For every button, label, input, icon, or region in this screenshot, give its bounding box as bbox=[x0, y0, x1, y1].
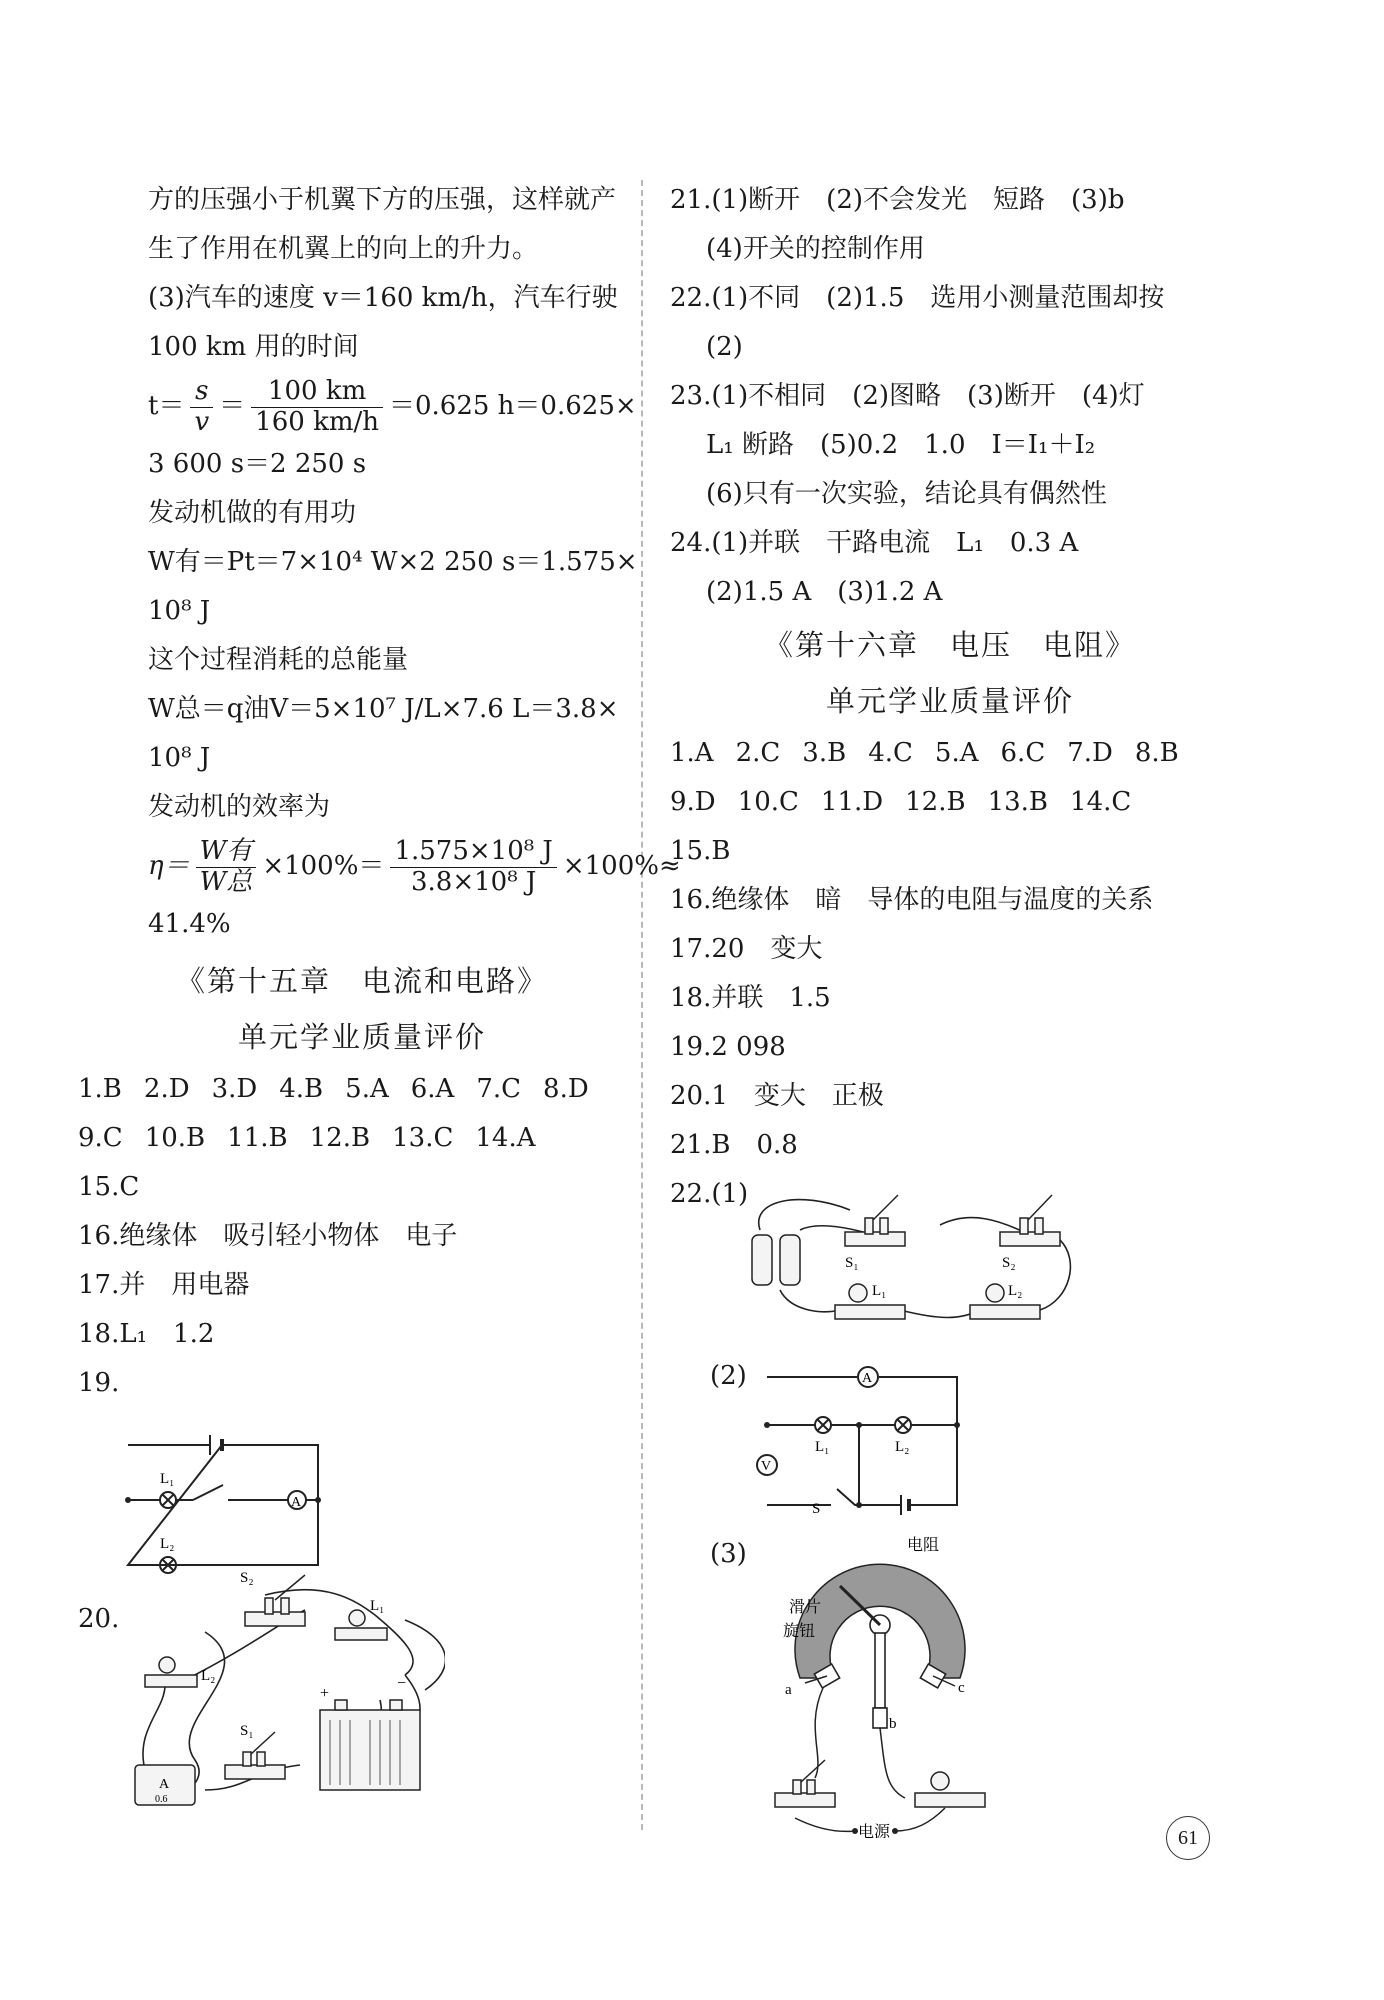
formula-text: η＝ bbox=[148, 851, 190, 881]
answer-text: 22.(1)不同 (2)1.5 选用小测量范围却按 bbox=[670, 283, 1165, 313]
mcq-item: 1.A bbox=[670, 738, 714, 768]
answer-text: 生了作用在机翼上的向上的升力。 bbox=[148, 234, 539, 264]
battery-plus: + bbox=[320, 1685, 330, 1702]
physical-circuit-22-1 bbox=[740, 1180, 1080, 1330]
chapter-title: 《第十五章 电流和电路》 bbox=[175, 964, 548, 998]
label-s2: S₂ bbox=[1002, 1255, 1016, 1271]
mcq-answers bbox=[78, 1114, 612, 1163]
answer-text: 发动机做的有用功 bbox=[148, 498, 357, 528]
mcq-item: 3.B bbox=[802, 738, 847, 768]
mcq-item: 13.B bbox=[987, 787, 1049, 817]
mcq-item: 12.B bbox=[309, 1123, 371, 1153]
mcq-item: 4.B bbox=[279, 1074, 324, 1104]
label-l1: L₁ bbox=[160, 1471, 175, 1487]
mcq-item: 9.D bbox=[670, 787, 716, 817]
numerator: s bbox=[190, 377, 213, 408]
answer-text: 方的压强小于机翼下方的压强，这样就产 bbox=[148, 185, 617, 215]
answer-text: 19.2 098 bbox=[670, 1032, 786, 1062]
answer-text: 15.C bbox=[78, 1172, 140, 1202]
numerator: W有 bbox=[196, 837, 257, 868]
mcq-item: 9.C bbox=[78, 1123, 123, 1153]
answer-text: 17.并 用电器 bbox=[78, 1270, 250, 1300]
label-s2: S₂ bbox=[240, 1570, 254, 1586]
mcq-answers bbox=[670, 729, 1230, 778]
answer-text: 22.(1) bbox=[670, 1179, 749, 1209]
voltmeter-label: V bbox=[761, 1459, 772, 1474]
answer-text: 21.(1)断开 (2)不会发光 短路 (3)b bbox=[670, 185, 1125, 215]
label-power-source: 电源 bbox=[858, 1824, 891, 1838]
answer-text: 10⁸ J bbox=[148, 596, 211, 626]
ammeter-label: A bbox=[862, 1371, 873, 1386]
answer-text: (2) bbox=[710, 1361, 747, 1391]
fraction bbox=[251, 377, 383, 438]
efficiency-formula bbox=[112, 832, 681, 900]
chapter-title: 《第十六章 电压 电阻》 bbox=[763, 628, 1136, 662]
answer-text: 18.L₁ 1.2 bbox=[78, 1319, 215, 1349]
answer-text: 这个过程消耗的总能量 bbox=[148, 645, 409, 675]
label-l2: L₂ bbox=[1008, 1283, 1023, 1299]
label-l1: L₁ bbox=[815, 1439, 830, 1455]
terminal-a: a bbox=[785, 1682, 792, 1698]
mcq-item: 11.B bbox=[227, 1123, 288, 1153]
mcq-item: 1.B bbox=[78, 1074, 122, 1104]
answer-text: (2) bbox=[706, 332, 743, 362]
mcq-item: 7.C bbox=[476, 1074, 522, 1104]
answer-text: 21.B 0.8 bbox=[670, 1130, 798, 1160]
answer-text: 15.B bbox=[670, 836, 731, 866]
chapter-subtitle: 单元学业质量评价 bbox=[237, 1020, 486, 1054]
answer-text: 41.4% bbox=[148, 909, 231, 939]
answer-text: 发动机的效率为 bbox=[148, 792, 331, 822]
mcq-item: 4.C bbox=[868, 738, 913, 768]
answer-text: (4)开关的控制作用 bbox=[706, 234, 925, 264]
answer-text: 18.并联 1.5 bbox=[670, 983, 831, 1013]
time-formula: t＝ $\frac{s}{v}$ ＝ $\frac{100 km}{160 km/h}$ ＝0.625 h＝0.625× bbox=[148, 375, 637, 437]
column-divider bbox=[641, 180, 643, 1830]
mcq-item: 10.C bbox=[737, 787, 799, 817]
answer-text: 24.(1)并联 干路电流 L₁ 0.3 A bbox=[670, 528, 1079, 558]
ammeter-label: A bbox=[159, 1777, 170, 1792]
mcq-item: 2.D bbox=[143, 1074, 190, 1104]
label-l1: L₁ bbox=[370, 1598, 385, 1614]
ammeter-label: A bbox=[291, 1495, 302, 1510]
mcq-item: 6.C bbox=[1000, 738, 1046, 768]
denominator: v bbox=[194, 406, 210, 437]
denominator: 160 km/h bbox=[255, 406, 379, 437]
mcq-item: 13.C bbox=[392, 1123, 454, 1153]
mcq-item: 14.A bbox=[475, 1123, 536, 1153]
label-l1: L₁ bbox=[872, 1283, 887, 1299]
answer-text: (3) bbox=[710, 1539, 747, 1569]
mcq-item: 5.A bbox=[345, 1074, 389, 1104]
label-resistor: 电阻 bbox=[907, 1537, 940, 1554]
mcq-item: 11.D bbox=[820, 787, 884, 817]
mcq-item: 6.A bbox=[410, 1074, 455, 1104]
answer-text: 3 600 s＝2 250 s bbox=[148, 449, 367, 479]
label-s1: S₁ bbox=[845, 1255, 859, 1271]
label-s1: S₁ bbox=[240, 1723, 254, 1739]
mcq-item: 7.D bbox=[1067, 738, 1113, 768]
mcq-item: 12.B bbox=[905, 787, 966, 817]
answer-text: 19. bbox=[78, 1368, 120, 1398]
terminal-c: c bbox=[958, 1680, 965, 1696]
answer-text: 100 km 用的时间 bbox=[148, 332, 359, 362]
rheostat-diagram-22-3 bbox=[755, 1528, 995, 1838]
label-l2: L₂ bbox=[201, 1668, 216, 1684]
mcq-answers bbox=[670, 778, 1230, 827]
answer-text: 16.绝缘体 暗 导体的电阻与温度的关系 bbox=[670, 885, 1154, 915]
label-knob: 旋钮 bbox=[783, 1623, 816, 1640]
fraction bbox=[390, 837, 556, 898]
right-column bbox=[670, 176, 1230, 1219]
answer-text: (2)1.5 A (3)1.2 A bbox=[706, 577, 943, 607]
circuit-diagram-19 bbox=[118, 1425, 338, 1575]
answer-text: 10⁸ J bbox=[148, 743, 211, 773]
answer-text: W总＝q油V＝5×10⁷ J/L×7.6 L＝3.8× bbox=[148, 694, 619, 724]
answer-text: 20.1 变大 正极 bbox=[670, 1081, 884, 1111]
left-column bbox=[78, 176, 681, 1408]
answer-text: 20. bbox=[78, 1604, 120, 1634]
answer-text: 16.绝缘体 吸引轻小物体 电子 bbox=[78, 1221, 458, 1251]
answer-text: 17.20 变大 bbox=[670, 934, 823, 964]
denominator: W总 bbox=[199, 866, 253, 897]
numerator: 1.575×10⁸ J bbox=[390, 837, 556, 868]
formula-text: t＝ bbox=[148, 391, 185, 421]
label-l2: L₂ bbox=[160, 1536, 175, 1552]
mcq-item: 10.B bbox=[144, 1123, 206, 1153]
mcq-item: 3.D bbox=[211, 1074, 258, 1104]
formula-text: ＝0.625 h＝0.625× bbox=[388, 391, 637, 421]
mcq-item: 14.C bbox=[1070, 787, 1132, 817]
formula-text: ×100%≈ bbox=[562, 851, 681, 881]
circuit-diagram-22-2 bbox=[755, 1365, 970, 1515]
formula-text: ×100%＝ bbox=[262, 851, 385, 881]
label-l2: L₂ bbox=[895, 1439, 910, 1455]
fraction bbox=[190, 377, 213, 438]
ammeter-scale: 0.6 bbox=[155, 1794, 168, 1805]
mcq-item: 5.A bbox=[934, 738, 979, 768]
fraction bbox=[196, 837, 257, 898]
mcq-item: 2.C bbox=[735, 738, 781, 768]
mcq-item: 8.D bbox=[543, 1074, 589, 1104]
chapter-subtitle: 单元学业质量评价 bbox=[825, 684, 1074, 718]
terminal-b: b bbox=[889, 1716, 897, 1732]
battery-minus: − bbox=[397, 1675, 407, 1692]
answer-text: (3)汽车的速度 v＝160 km/h，汽车行驶 bbox=[148, 283, 618, 313]
answer-text: W有＝Pt＝7×10⁴ W×2 250 s＝1.575× bbox=[148, 547, 638, 577]
answer-text: L₁ 断路 (5)0.2 1.0 I＝I₁＋I₂ bbox=[706, 430, 1096, 460]
answer-text: 23.(1)不相同 (2)图略 (3)断开 (4)灯 bbox=[670, 381, 1145, 411]
mcq-answers bbox=[78, 1065, 612, 1114]
label-switch: S bbox=[812, 1501, 821, 1515]
page-number: 61 bbox=[1166, 1816, 1210, 1860]
answer-text: (6)只有一次实验，结论具有偶然性 bbox=[706, 479, 1107, 509]
label-slider: 滑片 bbox=[789, 1599, 822, 1616]
physical-circuit-20 bbox=[125, 1560, 445, 1820]
numerator: 100 km bbox=[251, 377, 383, 408]
denominator: 3.8×10⁸ J bbox=[410, 866, 537, 897]
mcq-item: 8.B bbox=[1134, 738, 1179, 768]
